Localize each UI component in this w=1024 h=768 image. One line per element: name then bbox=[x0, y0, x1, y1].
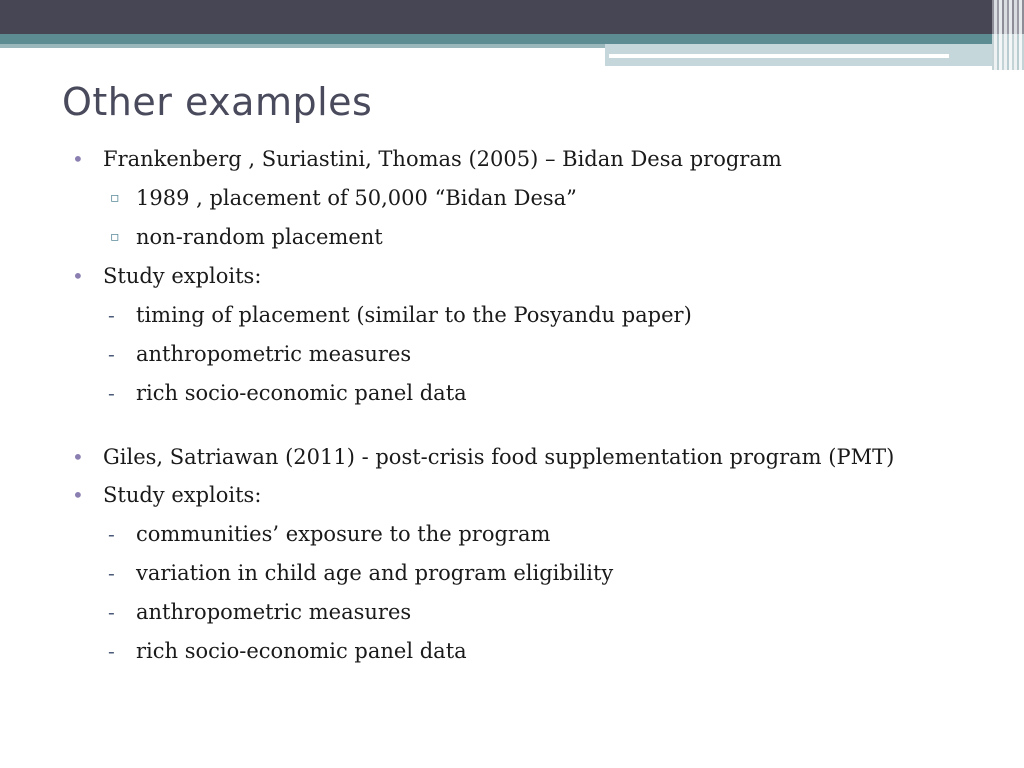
bullet-marker: • bbox=[72, 445, 84, 469]
sub-bullet-item bbox=[72, 302, 972, 328]
sub-bullet-item bbox=[72, 224, 972, 250]
sub-bullet-text: variation in child age and program eligibility bbox=[136, 561, 614, 585]
header-accent-line bbox=[0, 44, 605, 48]
sub-bullet-item bbox=[72, 560, 972, 586]
bullet-text: Study exploits: bbox=[103, 264, 262, 288]
dash-marker: - bbox=[108, 522, 115, 546]
sub-bullet-text: timing of placement (similar to the Posyandu paper) bbox=[136, 303, 692, 327]
sub-bullet-text: communities’ exposure to the program bbox=[136, 522, 551, 546]
sub-bullet-item bbox=[72, 599, 972, 625]
bullet-text: Study exploits: bbox=[103, 483, 262, 507]
dash-marker: - bbox=[108, 342, 115, 366]
sub-bullet-item bbox=[72, 341, 972, 367]
dash-marker: - bbox=[108, 639, 115, 663]
bullet-marker: • bbox=[72, 264, 84, 288]
dash-marker: - bbox=[108, 303, 115, 327]
dash-marker: - bbox=[108, 381, 115, 405]
slide-body bbox=[72, 146, 972, 677]
sub-bullet-marker: ▫ bbox=[110, 229, 120, 245]
sub-bullet-item bbox=[72, 521, 972, 547]
bullet-marker: • bbox=[72, 147, 84, 171]
sub-bullet-item bbox=[72, 380, 972, 406]
dash-marker: - bbox=[108, 600, 115, 624]
bullet-item bbox=[72, 263, 972, 289]
dash-marker: - bbox=[108, 561, 115, 585]
spacer bbox=[72, 419, 972, 445]
sub-bullet-item bbox=[72, 638, 972, 664]
bullet-marker: • bbox=[72, 483, 84, 507]
sub-bullet-marker: ▫ bbox=[110, 190, 120, 206]
sub-bullet-text: anthropometric measures bbox=[136, 342, 412, 366]
sub-bullet-text: rich socio-economic panel data bbox=[136, 381, 467, 405]
bullet-text: Giles, Satriawan (2011) - post-crisis food supplementation program (PMT) bbox=[103, 445, 895, 469]
bullet-item bbox=[72, 445, 972, 469]
slide-title: Other examples bbox=[62, 80, 373, 124]
header-accent-inner-line bbox=[609, 54, 949, 58]
sub-bullet-item bbox=[72, 185, 972, 211]
header-bar bbox=[0, 0, 1024, 34]
header-stripes bbox=[992, 0, 1024, 70]
header-accent-band bbox=[0, 34, 1024, 44]
sub-bullet-text: anthropometric measures bbox=[136, 600, 412, 624]
bullet-item bbox=[72, 146, 972, 172]
sub-bullet-text: non-random placement bbox=[136, 225, 383, 249]
sub-bullet-text: rich socio-economic panel data bbox=[136, 639, 467, 663]
sub-bullet-text: 1989 , placement of 50,000 “Bidan Desa” bbox=[136, 186, 577, 210]
bullet-item bbox=[72, 482, 972, 508]
bullet-text: Frankenberg , Suriastini, Thomas (2005) – Bidan Desa program bbox=[103, 147, 782, 171]
